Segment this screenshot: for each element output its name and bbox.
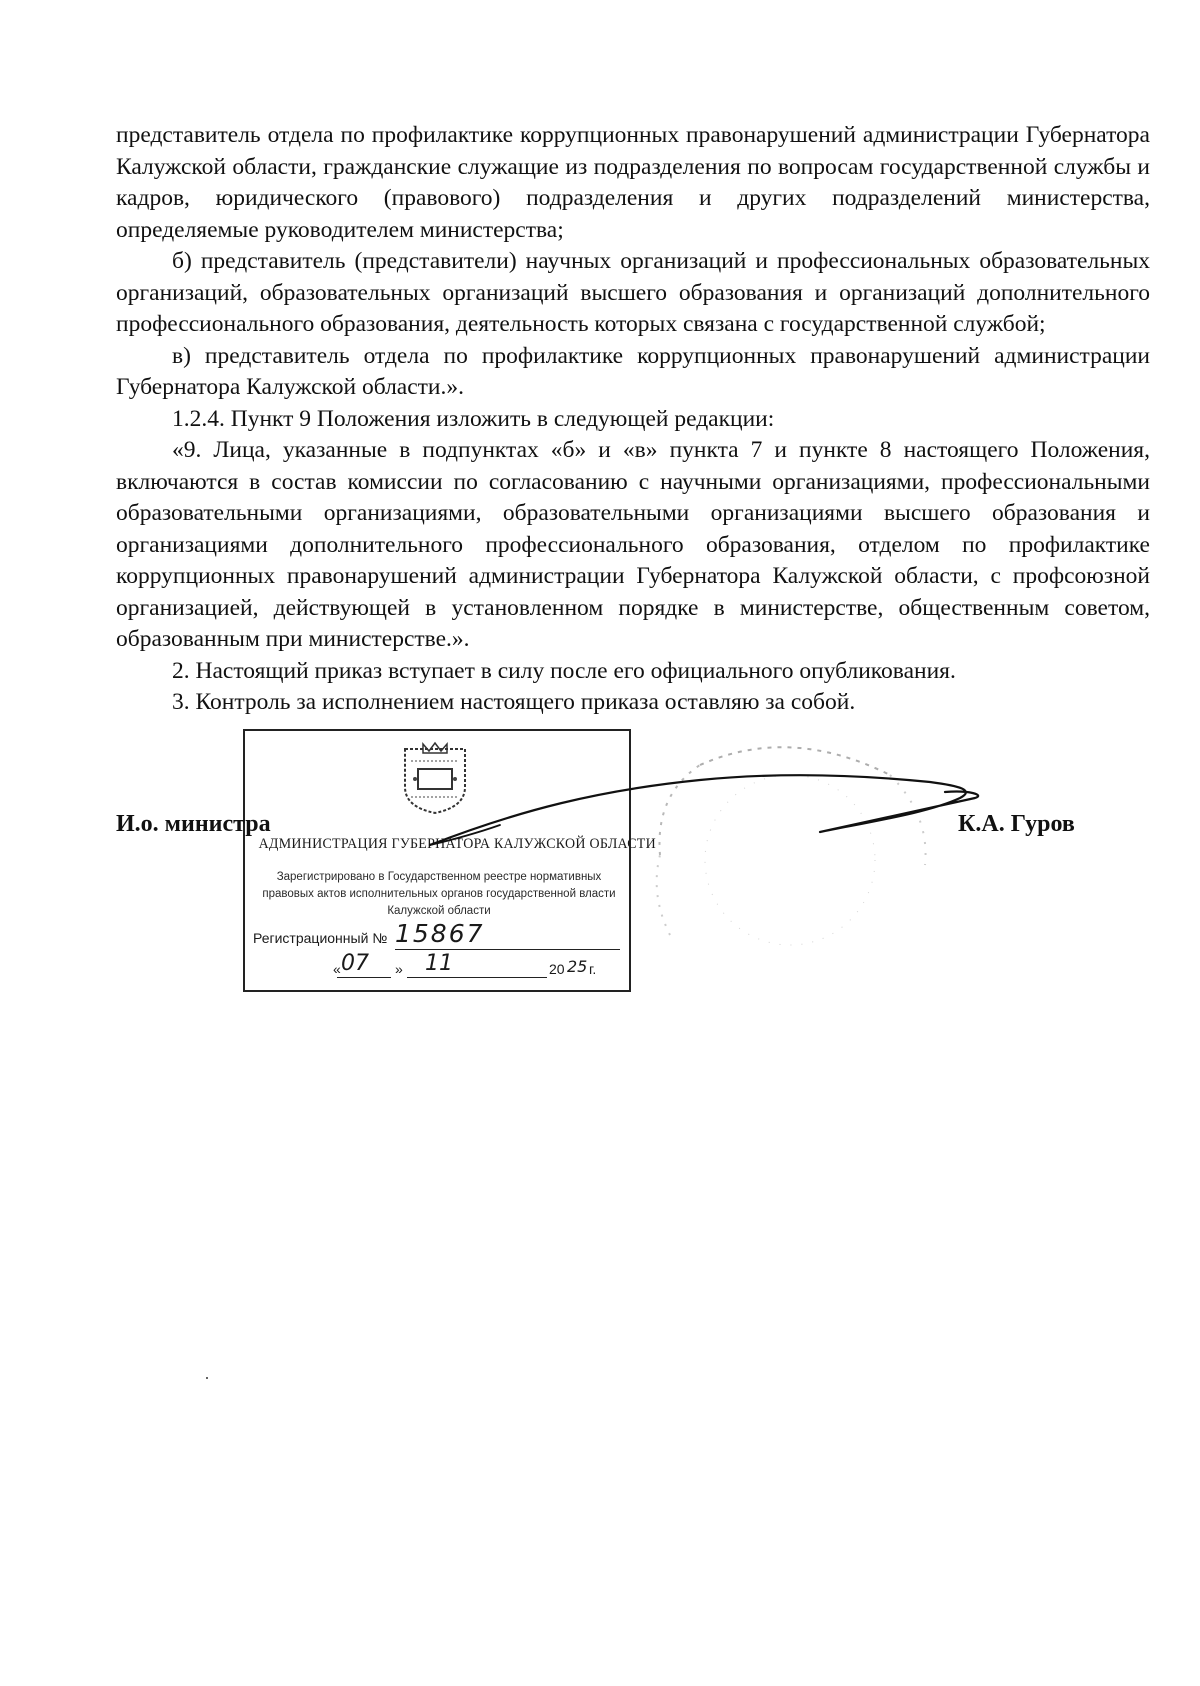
paragraph-1-2-4: 1.2.4. Пункт 9 Положения изложить в следующей редакции: <box>172 405 775 432</box>
registration-stamp <box>243 729 656 992</box>
stamp-year-unit: г. <box>589 961 597 977</box>
paragraph-continuation: представитель отдела по профилактике коррупционных правонарушений администрации Губернатора Калужской области, гражданские служащие из подразделения по вопросам государственной службы и кадров, юридического (правового) подразделения и других подразделений министерства, определяемые руководителем министерства; <box>116 122 1150 243</box>
stamp-quote-open: « <box>333 961 341 977</box>
stamp-date-day: 07 <box>341 951 369 976</box>
stamp-underline <box>407 977 547 978</box>
stamp-registration-label: Регистрационный № <box>253 930 388 946</box>
stamp-date <box>333 953 623 983</box>
stamp-organization: АДМИНИСТРАЦИЯ ГУБЕРНАТОРА КАЛУЖСКОЙ ОБЛАСТИ <box>258 836 656 852</box>
paragraph-point-2: 2. Настоящий приказ вступает в силу после его официального опубликования. <box>172 657 956 684</box>
stamp-date-month: 11 <box>425 951 453 976</box>
stamp-text-line: правовых актов исполнительных органов государственной власти <box>262 888 616 900</box>
paragraph-point-9: «9. Лица, указанные в подпунктах «б» и «в» пункта 7 и пункте 8 настоящего Положения, включаются в состав комиссии по согласованию с научными организациями, профессиональными образовательными организациями, образовательными организациями высшего образования и организациями дополнительного профессионального образования, отделом по профилактике коррупционных правонарушений администрации Губернатора Калужской области, с профсоюзной организацией, действующей в установленном порядке в министерстве, общественным советом, образованным при министерстве.». <box>116 437 1150 652</box>
stamp-underline <box>337 977 391 978</box>
document-body <box>116 120 1150 719</box>
stamp-date-year: 25 <box>567 957 588 976</box>
round-seal-faint <box>640 735 940 985</box>
paragraph-point-3: 3. Контроль за исполнением настоящего приказа оставляю за собой. <box>172 689 856 715</box>
paragraph-item-b: б) представитель (представители) научных организаций и профессиональных образовательных организаций, образовательных организаций высшего образования и организаций дополнительного профессионального образования, деятельность которых связана с государственной службой; <box>116 248 1150 337</box>
stamp-year-prefix: 20 <box>549 961 565 977</box>
stamp-text-line: Калужской области <box>387 905 491 917</box>
stamp-underline <box>395 949 620 950</box>
stray-dot <box>206 1377 208 1379</box>
stamp-registration-number: 15867 <box>395 919 485 948</box>
coat-of-arms-emblem <box>385 741 485 815</box>
signatory-name: К.А. Гуров <box>958 811 1075 837</box>
stamp-quote-close: » <box>395 961 403 977</box>
stamp-text-line: Зарегистрировано в Государственном реестре нормативных <box>276 871 602 883</box>
signatory-position: И.о. министра <box>116 811 271 837</box>
paragraph-item-v: в) представитель отдела по профилактике коррупционных правонарушений администрации Губернатора Калужской области.». <box>116 342 1150 400</box>
